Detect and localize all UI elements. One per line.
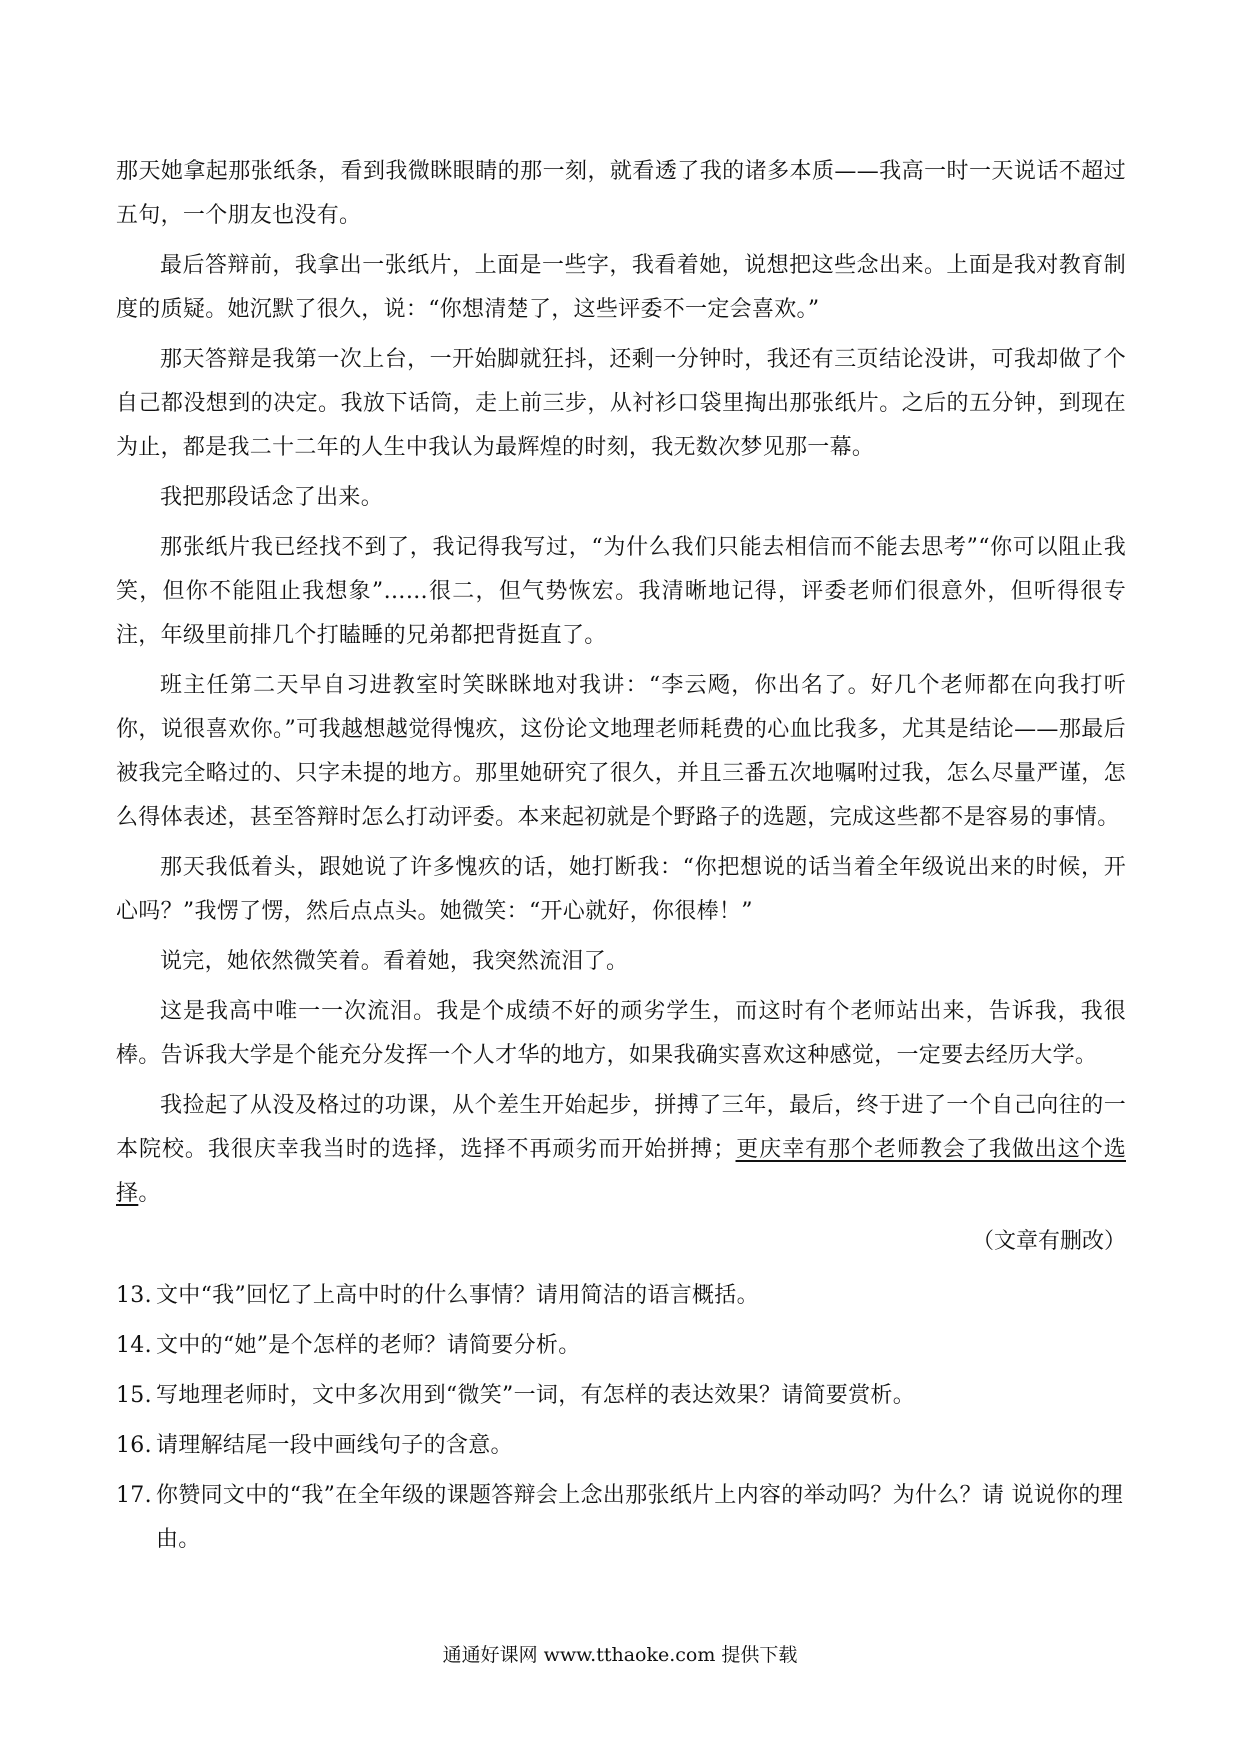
question-15 — [116, 1374, 1126, 1418]
question-number: 15. — [116, 1383, 152, 1408]
paragraph-10 — [116, 1084, 1126, 1216]
paragraph-7: 那天我低着头，跟她说了许多愧疚的话，她打断我：“你把想说的话当着全年级说出来的时候，开心吗？”我愣了愣，然后点点头。她微笑：“开心就好，你很棒！” — [116, 855, 1126, 924]
question-13 — [116, 1274, 1126, 1318]
underlined-sentence: 更庆幸有那个老师教会了我做出这个选择 — [116, 1137, 1126, 1206]
question-number: 17. — [116, 1483, 152, 1508]
source-note: （文章有删改） — [971, 1229, 1126, 1254]
paragraph-2: 最后答辩前，我拿出一张纸片，上面是一些字，我看着她，说想把这些念出来。上面是我对教育制度的质疑。她沉默了很久，说：“你想清楚了，这些评委不一定会喜欢。” — [116, 253, 1126, 322]
paragraph-10-end: 。 — [138, 1181, 161, 1206]
paragraph-3: 那天答辩是我第一次上台，一开始脚就狂抖，还剩一分钟时，我还有三页结论没讲，可我却做了个自己都没想到的决定。我放下话筒，走上前三步，从衬衫口袋里掏出那张纸片。之后的五分钟，到现在为止，都是我二十二年的人生中我认为最辉煌的时刻，我无数次梦见那一幕。 — [116, 347, 1126, 460]
question-17 — [116, 1474, 1126, 1562]
question-text: 写地理老师时，文中多次用到“微笑”一词，有怎样的表达效果？请简要赏析。 — [156, 1383, 915, 1408]
question-text: 文中“我”回忆了上高中时的什么事情？请用简洁的语言概括。 — [156, 1283, 759, 1308]
question-number: 14. — [116, 1333, 152, 1358]
paragraph-9: 这是我高中唯一一次流泪。我是个成绩不好的顽劣学生，而这时有个老师站出来，告诉我，我很棒。告诉我大学是个能充分发挥一个人才华的地方，如果我确实喜欢这种感觉，一定要去经历大学。 — [116, 999, 1126, 1068]
page-footer: 通通好课网 www.tthaoke.com 提供下载 — [442, 1644, 798, 1666]
question-text: 文中的“她”是个怎样的老师？请简要分析。 — [156, 1333, 581, 1358]
question-16 — [116, 1424, 1126, 1468]
paragraph-4: 我把那段话念了出来。 — [160, 485, 384, 510]
passage — [116, 150, 1126, 1568]
paragraph-6: 班主任第二天早自习进教室时笑眯眯地对我讲：“李云飏，你出名了。好几个老师都在向我打听你，说很喜欢你。”可我越想越觉得愧疚，这份论文地理老师耗费的心血比我多，尤其是结论——那最后被我完全略过的、只字未提的地方。那里她研究了很久，并且三番五次地嘱咐过我，怎么尽量严谨，怎么得体表述，甚至答辩时怎么打动评委。本来起初就是个野路子的选题，完成这些都不是容易的事情。 — [116, 673, 1126, 830]
question-text: 你赞同文中的“我”在全年级的课题答辩会上念出那张纸片上内容的举动吗？为什么？请 说说你的理由。 — [156, 1483, 1123, 1552]
paragraph-8: 说完，她依然微笑着。看着她，我突然流泪了。 — [160, 949, 629, 974]
question-list — [116, 1274, 1126, 1562]
question-number: 16. — [116, 1433, 152, 1458]
question-14 — [116, 1324, 1126, 1368]
paragraph-5: 那张纸片我已经找不到了，我记得我写过，“为什么我们只能去相信而不能去思考”“你可以阻止我笑，但你不能阻止我想象”……很二，但气势恢宏。我清晰地记得，评委老师们很意外，但听得很专注，年级里前排几个打瞌睡的兄弟都把背挺直了。 — [116, 535, 1126, 648]
paragraph-1: 那天她拿起那张纸条，看到我微眯眼睛的那一刻，就看透了我的诸多本质——我高一时一天说话不超过五句，一个朋友也没有。 — [116, 159, 1126, 228]
question-text: 请理解结尾一段中画线句子的含意。 — [156, 1433, 513, 1458]
question-number: 13. — [116, 1283, 152, 1308]
paragraph-10-text: 我捡起了从没及格过的功课，从个差生开始起步，拼搏了三年，最后，终于进了一个自己向往的一本院校。我很庆幸我当时的选择，选择不再顽劣而开始拼搏； — [116, 1093, 1126, 1162]
